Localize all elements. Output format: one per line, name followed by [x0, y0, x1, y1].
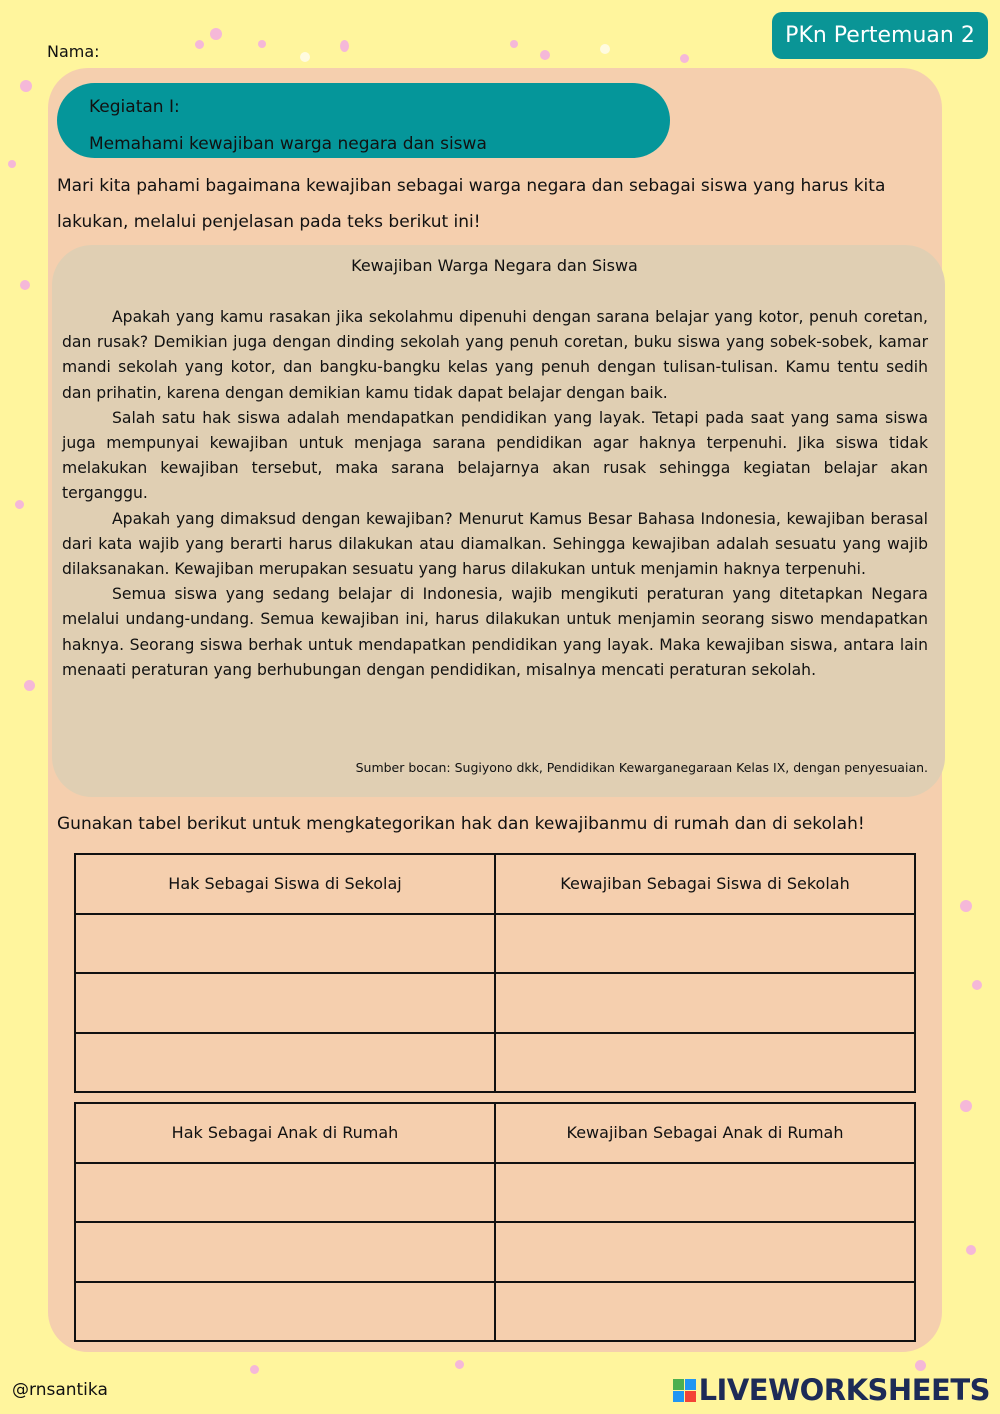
lesson-badge: PKn Pertemuan 2 [772, 12, 988, 59]
header-duties-school: Kewajiban Sebagai Siswa di Sekolah [495, 854, 915, 914]
source-citation: Sumber bocan: Sugiyono dkk, Pendidikan Kewarganegaraan Kelas IX, dengan penyesuaian. [355, 760, 928, 775]
paragraph: Salah satu hak siswa adalah mendapatkan pendidikan yang layak. Tetapi pada saat yang sama siswa juga mempunyai kewajiban untuk menjaga sarana pendidikan agar haknya terpenuhi. Jika siswa tidak melakukan kewajiban tersebut, maka sarana belajarnya akan rusak sehingga kegiatan belajar akan terganggu. [62, 408, 928, 503]
intro-text: Mari kita pahami bagaimana kewajiban sebagai warga negara dan sebagai siswa yang harus kita lakukan, melalui penjelasan pada teks berikut ini! [57, 176, 886, 232]
header-rights-school: Hak Sebagai Siswa di Sekolaj [75, 854, 495, 914]
reading-title: Kewajiban Warga Negara dan Siswa [351, 256, 638, 275]
answer-input[interactable] [496, 1034, 914, 1092]
brand-name: LIVEWORKSHEETS [698, 1373, 990, 1407]
table-instruction: Gunakan tabel berikut untuk mengkategorikan hak dan kewajibanmu di rumah dan di sekolah! [57, 814, 865, 834]
name-label: Nama: [47, 42, 100, 61]
answer-input[interactable] [496, 1164, 914, 1222]
home-rights-duties-table [74, 1102, 916, 1342]
activity-title: Memahami kewajiban warga negara dan siswa [89, 134, 487, 154]
live-logo-icon [673, 1379, 696, 1402]
answer-input[interactable] [496, 974, 914, 1032]
header-rights-home: Hak Sebagai Anak di Rumah [75, 1103, 495, 1163]
answer-input[interactable] [496, 915, 914, 973]
answer-input[interactable] [496, 1223, 914, 1281]
answer-input[interactable] [76, 915, 494, 973]
answer-input[interactable] [496, 1283, 914, 1341]
answer-input[interactable] [76, 1034, 494, 1092]
answer-input[interactable] [76, 1164, 494, 1222]
answer-input[interactable] [76, 974, 494, 1032]
activity-header [57, 83, 670, 158]
paragraph: Apakah yang dimaksud dengan kewajiban? Menurut Kamus Besar Bahasa Indonesia, kewajiban berasal dari kata wajib yang berarti harus dilakukan atau diamalkan. Sehingga kewajiban adalah sesuatu yang wajib dilaksanakan. Kewajiban merupakan sesuatu yang harus dilakukan untuk menjamin haknya terpenuhi. [62, 509, 928, 579]
paragraph: Apakah yang kamu rasakan jika sekolahmu dipenuhi dengan sarana belajar yang kotor, penuh coretan, dan rusak? Demikian juga dengan dinding sekolah yang penuh coretan, buku siswa yang sobek-sobek, kamar mandi sekolah yang kotor, dan bangku-bangku kelas yang penuh dengan tulisan-tulisan. Kamu tentu sedih dan prihatin, karena dengan demikian kamu tidak dapat belajar dengan baik. [62, 308, 928, 402]
answer-input[interactable] [76, 1283, 494, 1341]
school-rights-duties-table [74, 853, 916, 1093]
activity-label: Kegiatan I: [89, 97, 180, 117]
answer-input[interactable] [76, 1223, 494, 1281]
author-credit: @rnsantika [12, 1380, 108, 1400]
reading-body [62, 305, 928, 683]
paragraph: Semua siswa yang sedang belajar di Indonesia, wajib mengikuti peraturan yang ditetapkan Negara melalui undang-undang. Semua kewajiban ini, harus dilakukan untuk menjamin seorang siswo mendapatkan haknya. Seorang siswa berhak untuk mendapatkan pendidikan yang layak. Maka kewajiban siswa, antara lain menaati peraturan yang berhubungan dengan pendidikan, misalnya mencati peraturan sekolah. [62, 585, 928, 679]
header-duties-home: Kewajiban Sebagai Anak di Rumah [495, 1103, 915, 1163]
liveworksheets-logo [673, 1373, 990, 1407]
